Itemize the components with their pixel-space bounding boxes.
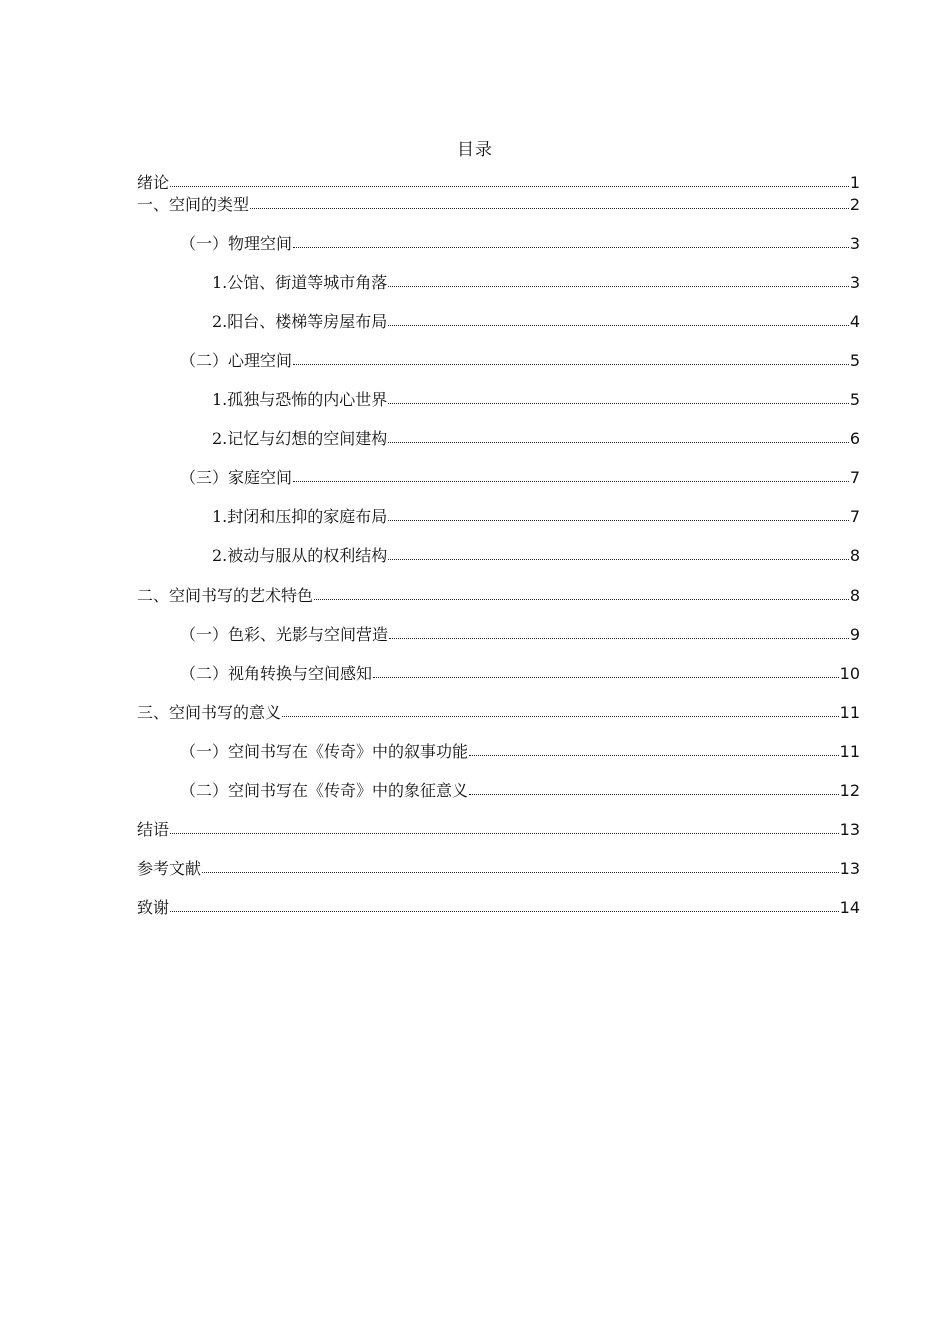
toc-entry[interactable] [137,348,860,374]
dot-leader [282,714,839,717]
toc-entry[interactable] [137,739,860,765]
dot-leader [388,440,849,443]
toc-entry[interactable] [137,583,860,609]
toc-entry[interactable] [137,387,860,413]
dot-leader [170,831,839,834]
toc-entry[interactable] [137,504,860,530]
toc-entry-label: 1.封闭和压抑的家庭布局 [212,507,388,526]
toc-page-number: 6 [849,429,860,448]
dot-leader [293,362,849,365]
toc-page-number: 11 [839,703,860,722]
toc-entry-label: 参考文献 [137,859,202,878]
toc-entry[interactable] [137,270,860,296]
toc-page-number: 5 [849,390,860,409]
toc-entry-label: 2.记忆与幻想的空间建构 [212,429,388,448]
toc-page-number: 1 [849,173,860,192]
toc-entry-label: 二、空间书写的艺术特色 [137,586,314,605]
toc-entry-label: 一、空间的类型 [137,195,250,214]
toc-entry[interactable] [137,700,860,726]
toc-entry-label: （一）物理空间 [180,234,293,253]
toc-entry[interactable] [137,543,860,569]
dot-leader [388,518,849,521]
toc-page-number: 11 [839,742,860,761]
toc-entry-label: （二）空间书写在《传奇》中的象征意义 [180,781,469,800]
toc-entry-label: 1.公馆、街道等城市角落 [212,273,388,292]
dot-leader [250,206,849,209]
toc-entry[interactable] [137,895,860,921]
toc-entry[interactable] [137,622,860,648]
toc-entry-label: 致谢 [137,898,170,917]
toc-page-number: 14 [839,898,860,917]
dot-leader [469,753,839,756]
toc-entry-label: （一）空间书写在《传奇》中的叙事功能 [180,742,469,761]
page-title: 目录 [457,140,493,160]
toc-entry-label: 2.被动与服从的权利结构 [212,546,388,565]
toc-entry-label: （一）色彩、光影与空间营造 [180,625,389,644]
dot-leader [293,479,849,482]
toc-page-number: 7 [849,468,860,487]
toc-page-number: 3 [849,234,860,253]
toc-entry[interactable] [137,309,860,335]
toc-page-number: 10 [839,664,860,683]
toc-entry-label: 1.孤独与恐怖的内心世界 [212,390,388,409]
dot-leader [170,184,849,187]
dot-leader [388,401,849,404]
toc-entry-label: 结语 [137,820,170,839]
toc-entry-label: （二）心理空间 [180,351,293,370]
dot-leader [388,557,849,560]
toc-entry[interactable] [137,426,860,452]
dot-leader [314,597,849,600]
dot-leader [388,323,849,326]
toc-entry[interactable] [137,856,860,882]
toc-entry[interactable] [137,192,860,218]
toc-entry[interactable] [137,465,860,491]
toc-page-number: 8 [849,586,860,605]
dot-leader [293,245,849,248]
dot-leader [469,792,839,795]
toc-page-number: 9 [849,625,860,644]
toc-page-number: 12 [839,781,860,800]
toc-page-number: 8 [849,546,860,565]
toc-page-number: 3 [849,273,860,292]
dot-leader [388,284,849,287]
toc-entry-label: （二）视角转换与空间感知 [180,664,373,683]
toc-entry-label: 三、空间书写的意义 [137,703,282,722]
dot-leader [202,870,839,873]
toc-entry[interactable] [137,661,860,687]
dot-leader [389,636,849,639]
dot-leader [373,675,839,678]
toc-page-number: 13 [839,820,860,839]
toc-entry[interactable] [137,231,860,257]
toc-entry-label: 2.阳台、楼梯等房屋布局 [212,312,388,331]
toc-page-number: 4 [849,312,860,331]
dot-leader [170,909,839,912]
toc-page-number: 13 [839,859,860,878]
toc-entry-label: （三）家庭空间 [180,468,293,487]
toc-page-number: 7 [849,507,860,526]
toc-entry-label: 绪论 [137,173,170,192]
toc-entry[interactable] [137,778,860,804]
toc-entry[interactable] [137,817,860,843]
toc-page-number: 5 [849,351,860,370]
toc-page-number: 2 [849,195,860,214]
